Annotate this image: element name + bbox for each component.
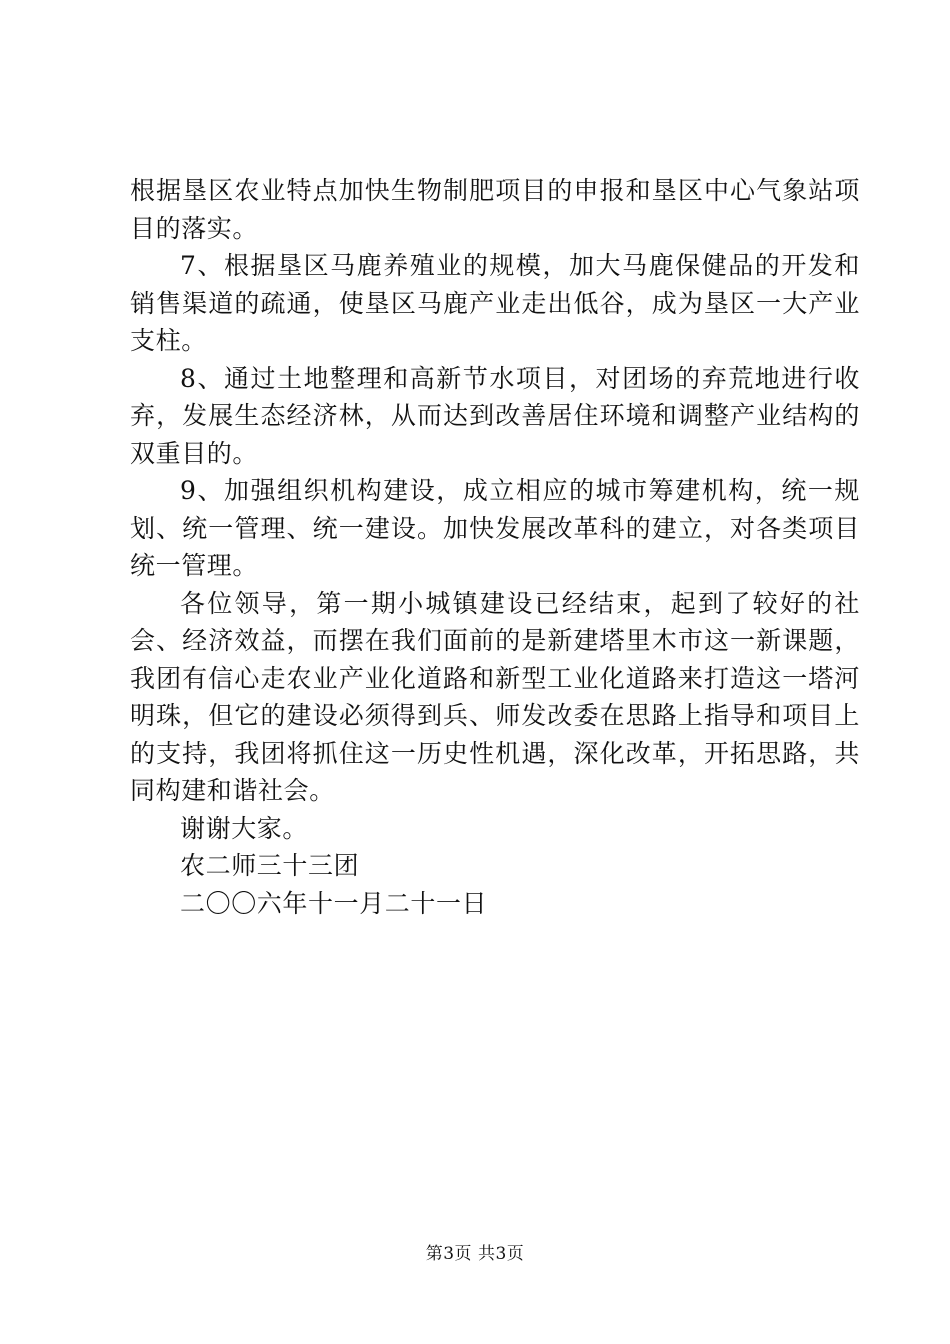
paragraph-item-7: 7、根据垦区马鹿养殖业的规模，加大马鹿保健品的开发和销售渠道的疏通，使垦区马鹿产业走出低谷，成为垦区一大产业支柱。 (130, 251, 860, 355)
signature-date: 二〇〇六年十一月二十一日 (180, 888, 488, 918)
document-body (130, 172, 860, 922)
page-number-footer: 第3页 共3页 (425, 1244, 525, 1264)
paragraph-closing-remarks: 各位领导，第一期小城镇建设已经结束，起到了较好的社会、经济效益，而摆在我们面前的是新建塔里木市这一新课题，我团有信心走农业产业化道路和新型工业化道路来打造这一塔河明珠，但它的建设必须得到兵、师发改委在思路上指导和项目上的支持，我团将抓住这一历史性机遇，深化改革，开拓思路，共同构建和谐社会。 (130, 588, 860, 805)
signature-organization: 农二师三十三团 (180, 851, 360, 880)
thanks-line: 谢谢大家。 (180, 813, 309, 843)
paragraph-continuation: 根据垦区农业特点加快生物制肥项目的申报和垦区中心气象站项目的落实。 (130, 176, 860, 243)
paragraph-item-8: 8、通过土地整理和高新节水项目，对团场的弃荒地进行收弃，发展生态经济林，从而达到改善居住环境和调整产业结构的双重目的。 (130, 363, 860, 468)
paragraph-item-9: 9、加强组织机构建设，成立相应的城市筹建机构，统一规划、统一管理、统一建设。加快发展改革科的建立，对各类项目统一管理。 (130, 476, 860, 580)
